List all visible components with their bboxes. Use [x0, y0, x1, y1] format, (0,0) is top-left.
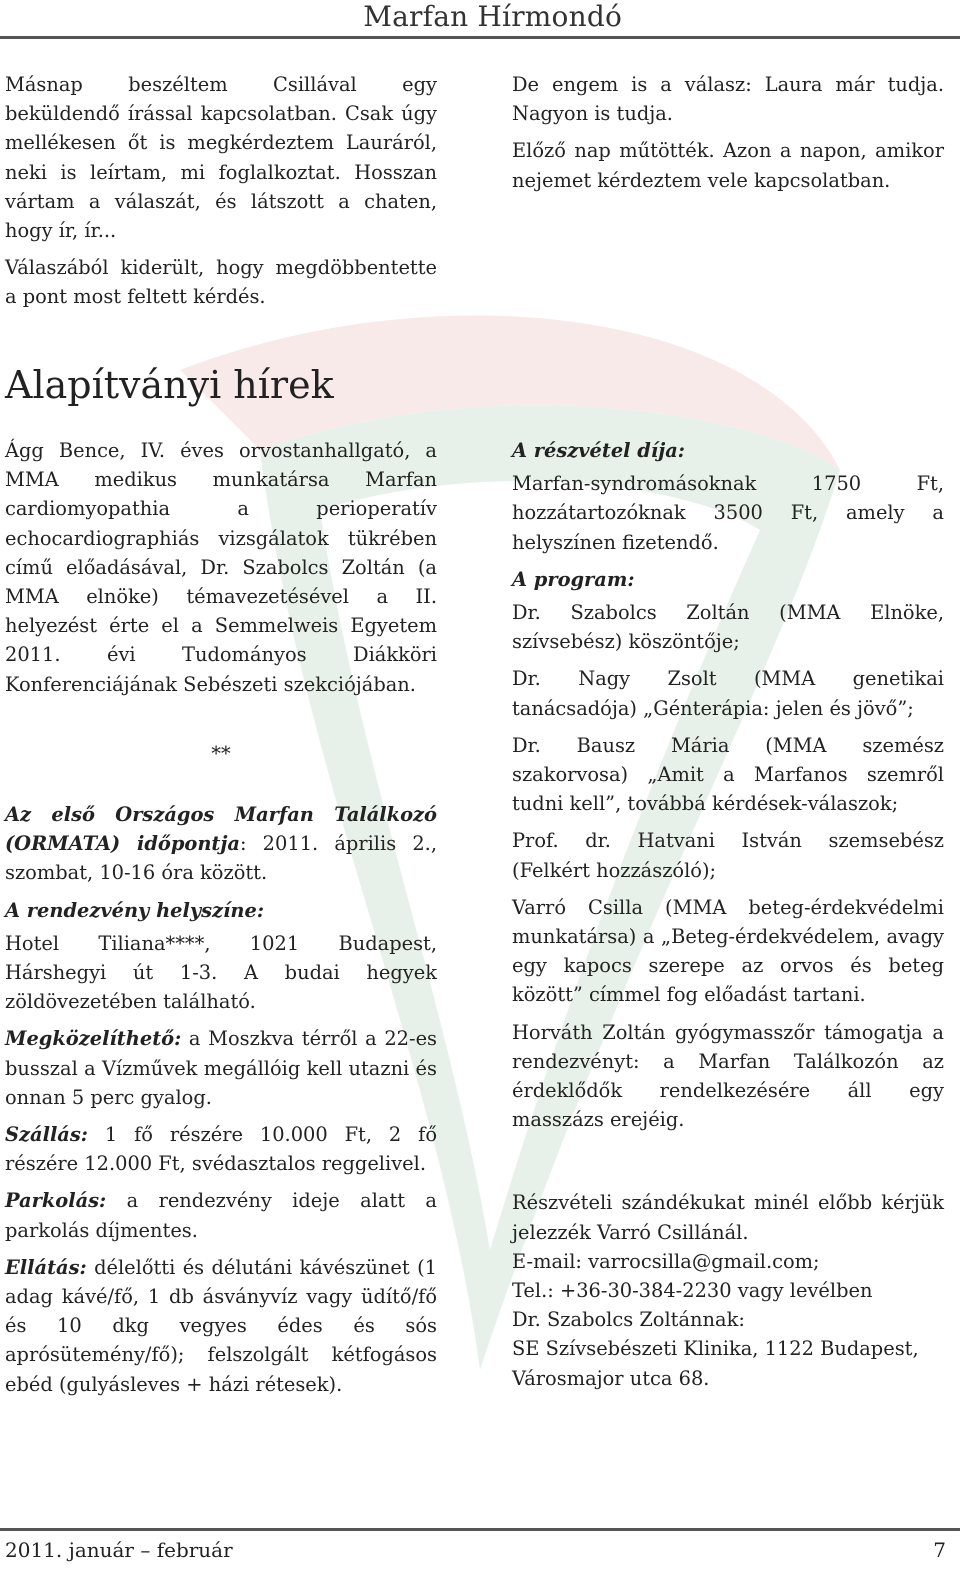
fee-label: A részvétel díja: — [512, 439, 685, 462]
intro-right-paragraph-1: De engem is a válasz: Laura már tudja. Nagyon is tudja. — [512, 73, 944, 126]
event-date-paragraph — [5, 800, 437, 888]
contact-phone: Tel.: +36-30-384-2230 vagy levélben — [512, 1279, 873, 1303]
program-label: A program: — [512, 567, 635, 591]
catering-paragraph — [5, 1253, 437, 1399]
contact-address: SE Szívsebészeti Klinika, 1122 Budapest, — [512, 1337, 919, 1361]
parking-label: Parkolás: — [5, 1189, 107, 1213]
lodging-label: Szállás: — [5, 1123, 88, 1147]
program-item: Dr. Bausz Mária (MMA szemész szakorvosa) „Amit a Marfanos szemről tudni kell”, továbbá kérdések-válaszok; — [512, 733, 944, 816]
contact-line: Részvételi szándékukat minél előbb kérjük jelezzék Varró Csillánál. — [512, 1191, 944, 1244]
section-title: Alapítványi hírek — [5, 363, 334, 407]
venue-label: A rendezvény helyszíne: — [5, 898, 265, 922]
header-rule — [0, 36, 960, 39]
footer-rule — [0, 1528, 960, 1531]
access-text: a Moszkva térről a 22-es busszal a Vízművek megállóig kell utazni és onnan 5 perc gyalog. — [5, 1027, 437, 1109]
intro-right-paragraph-2: Előző nap műtötték. Azon a napon, amikor nejemet kérdeztem vele kapcsolatban. — [512, 139, 944, 192]
access-label: Megközelíthető: — [5, 1027, 182, 1051]
contact-line: Dr. Szabolcs Zoltánnak: — [512, 1308, 745, 1332]
fee-text: Marfan-syndromásoknak 1750 Ft, hozzátartozóknak 3500 Ft, amely a helyszínen fizetendő. — [512, 472, 944, 554]
program-item: Dr. Nagy Zsolt (MMA genetikai tanácsadója) „Génterápia: jelen és jövő”; — [512, 667, 944, 720]
access-paragraph — [5, 1024, 437, 1112]
contact-block — [512, 1188, 944, 1392]
catering-text: délelőtti és délutáni kávészünet (1 adag kávé/fő, 1 db ásványvíz vagy üdítő/fő és 10 dkg vegyes édes és sós aprósütemény/fő); felszolgált kétfogásos ebéd (gulyásleves + házi rétesek). — [5, 1255, 437, 1396]
venue-text: Hotel Tiliana****, 1021 Budapest, Hárshegyi út 1-3. A budai hegyek zöldövezetében található. — [5, 931, 437, 1014]
lodging-paragraph — [5, 1120, 437, 1178]
award-paragraph: Ágg Bence, IV. éves orvostanhallgató, a MMA medikus munkatársa Marfan cardiomyopathia a perioperatív echocardiographiás vizsgálatok tükrében című előadásával, Dr. Szabolcs Zoltán (a MMA elnöke) témavezetésével a II. helyezést érte el a Semmelweis Egyetem 2011. évi Tudományos Diákköri Konferenciájának Sebészeti szekciójában. — [5, 439, 437, 696]
intro-left-column — [5, 70, 437, 320]
contact-address: Városmajor utca 68. — [512, 1366, 710, 1390]
program-item: Varró Csilla (MMA beteg-érdekvédelmi munkatársa) a „Beteg-érdekvédelem, avagy egy kapocs szerepe az orvos és beteg között” címmel fog előadást tartani. — [512, 895, 944, 1007]
contact-email: E-mail: varrocsilla@gmail.com; — [512, 1249, 820, 1273]
lodging-text: 1 fő részére 10.000 Ft, 2 fő részére 12.000 Ft, svédasztalos reggelivel. — [5, 1123, 437, 1176]
intro-right-column — [512, 70, 944, 203]
intro-left-paragraph-2: Válaszából kiderült, hogy megdöbbentette a pont most feltett kérdés. — [5, 256, 437, 309]
program-item: Prof. dr. Hatvani István szemsebész (Felkért hozzászóló); — [512, 829, 944, 882]
parking-text: a rendezvény ideje alatt a parkolás díjmentes. — [5, 1189, 437, 1242]
intro-left-paragraph-1: Másnap beszéltem Csillával egy beküldendő írással kapcsolatban. Csak úgy mellékesen őt is megkérdeztem Lauráról, neki is leírtam, mi foglalkoztat. Hosszan vártam a válaszát, és látszott a chaten, hogy ír, ír... — [5, 73, 437, 243]
parking-paragraph — [5, 1186, 437, 1244]
section-separator: ** — [211, 741, 231, 765]
issue-date: 2011. január – február — [5, 1538, 233, 1562]
program-item: Horváth Zoltán gyógymasszőr támogatja a rendezvényt: a Marfan Találkozón az érdeklődők rendelkezésére áll egy masszázs erejéig. — [512, 1020, 944, 1132]
program-item: Dr. Szabolcs Zoltán (MMA Elnöke, szívsebész) köszöntője; — [512, 601, 944, 654]
event-heading: Az első Országos Marfan Találkozó (ORMATA) időpontja — [5, 803, 437, 856]
news-left-column — [5, 436, 437, 1407]
newsletter-title: Marfan Hírmondó — [363, 0, 622, 33]
catering-label: Ellátás: — [5, 1255, 87, 1279]
page-number: 7 — [933, 1538, 946, 1562]
event-date: : 2011. április 2., szombat, 10-16 óra között. — [5, 832, 438, 885]
news-right-column — [512, 436, 944, 1393]
